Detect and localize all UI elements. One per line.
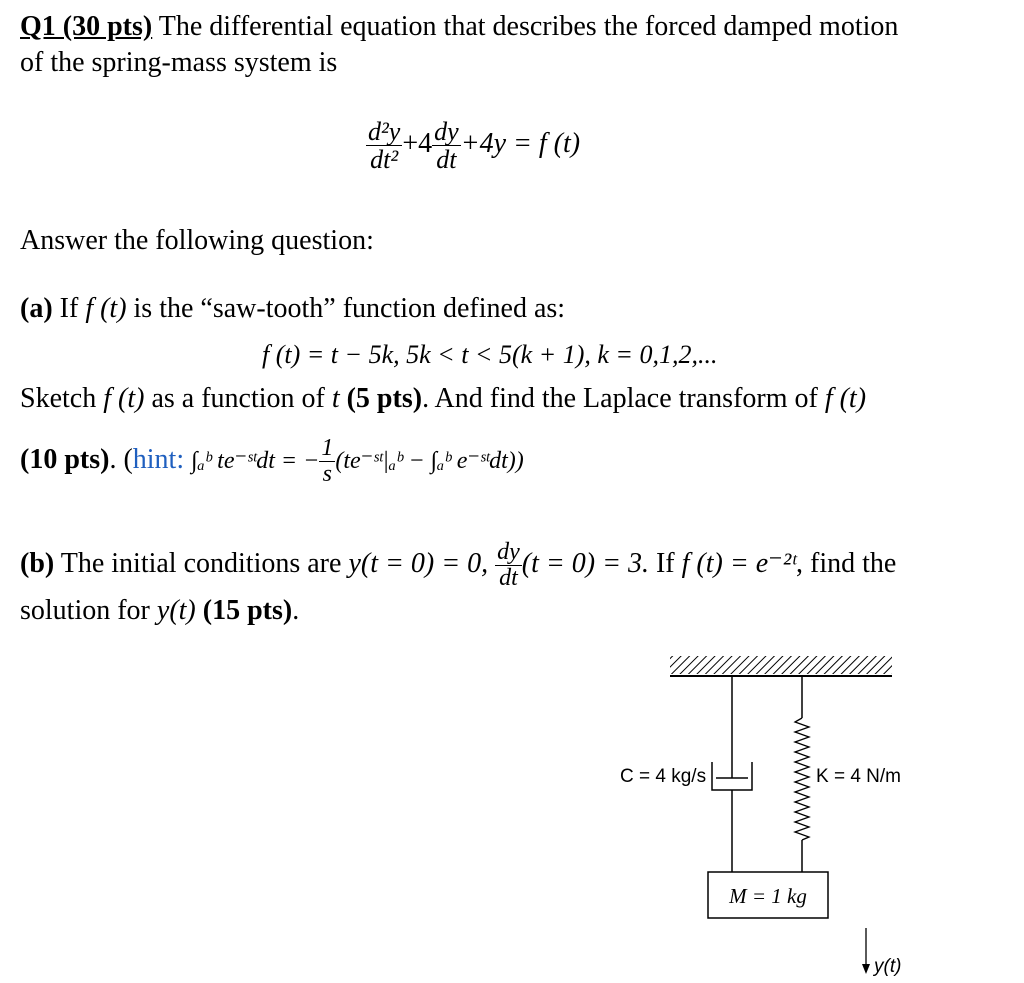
dt-denominator: dt: [436, 145, 457, 175]
part-a-line3: [20, 382, 866, 416]
sketch-text3: . And find the Laplace transform of: [422, 383, 825, 414]
hint-denominator: s: [322, 461, 332, 488]
dt2-denominator: dt²: [370, 145, 399, 175]
pts-5: (5 pts): [346, 383, 423, 414]
hint-fraction: [319, 436, 335, 487]
question-intro-line2: [20, 46, 337, 80]
hint-formula: ∫ₐᵇ te⁻ˢᵗdt = −: [191, 448, 320, 475]
part-a-ft: f (t): [85, 293, 127, 324]
intro-text-1: The differential equation that describes the forced damped motion: [152, 11, 899, 42]
spring-mass-damper-diagram: [610, 650, 940, 980]
part-a-line1: [20, 292, 565, 326]
displacement-arrow: [862, 928, 870, 974]
ic-dy: dy: [497, 539, 520, 565]
solution-text: solution for: [20, 595, 157, 626]
sketch-ft2: f (t): [824, 383, 867, 414]
damper-label: C = 4 kg/s: [620, 766, 707, 787]
sketch-ft: f (t): [103, 383, 145, 414]
answer-prompt: Answer the following question:: [20, 225, 374, 256]
part-a-text1: If: [52, 293, 86, 324]
sketch-text2: as a function of: [144, 383, 332, 414]
part-b-line1: [20, 540, 896, 591]
part-b-label: (b): [20, 548, 55, 580]
ic-dt: dt: [499, 565, 518, 592]
part-b-end: .: [292, 595, 300, 626]
mass-label: M = 1 kg: [729, 884, 807, 908]
intro-text-2: of the spring-mass system is: [20, 47, 338, 78]
ceiling-hatch: [670, 656, 892, 674]
part-b-text1: The initial conditions are: [54, 548, 349, 580]
sketch-text1: Sketch: [20, 383, 104, 414]
spring-label: K = 4 N/m: [816, 766, 901, 787]
damper: [712, 676, 752, 872]
hint-word: hint:: [132, 444, 185, 476]
part-a-text2: is the “saw-tooth” function defined as:: [126, 293, 566, 324]
part-a-line4: [20, 436, 524, 487]
pts-15: (15 pts): [202, 595, 293, 626]
yt: y(t): [156, 595, 196, 626]
ic-derivative-fraction: [495, 540, 522, 591]
equation-rest: +4y = f (t): [460, 128, 581, 160]
sawtooth-definition: f (t) = t − 5k, 5k < t < 5(k + 1), k = 0,1,2,...: [262, 340, 718, 369]
first-derivative-fraction: [432, 118, 461, 174]
spring: [795, 676, 809, 872]
dy-numerator: dy: [434, 117, 459, 146]
part-a-label: (a): [20, 293, 53, 324]
initial-condition-2: (t = 0) = 3.: [521, 548, 649, 580]
forcing-function: f (t) = e⁻²ᵗ: [681, 548, 797, 580]
displacement-label: y(t): [874, 956, 902, 977]
part-b-line2: [20, 594, 299, 628]
differential-equation: [366, 118, 580, 174]
hint-open: . (: [109, 444, 133, 476]
question-intro-line1: [20, 10, 898, 44]
initial-condition-1: y(t = 0) = 0,: [348, 548, 489, 580]
second-derivative-fraction: [366, 118, 402, 174]
question-heading: Q1 (30 pts): [20, 11, 153, 42]
part-b-text3: , find the: [796, 548, 897, 580]
hint-numerator: 1: [321, 435, 334, 461]
hint-rest: (te⁻ˢᵗ|ₐᵇ − ∫ₐᵇ e⁻ˢᵗdt)): [335, 448, 524, 475]
sketch-t: t: [331, 383, 340, 414]
plus-four: +4: [402, 128, 433, 160]
part-b-text2: If: [648, 548, 682, 580]
d2y-numerator: d²y: [368, 117, 401, 146]
pts-10: (10 pts): [20, 444, 110, 476]
